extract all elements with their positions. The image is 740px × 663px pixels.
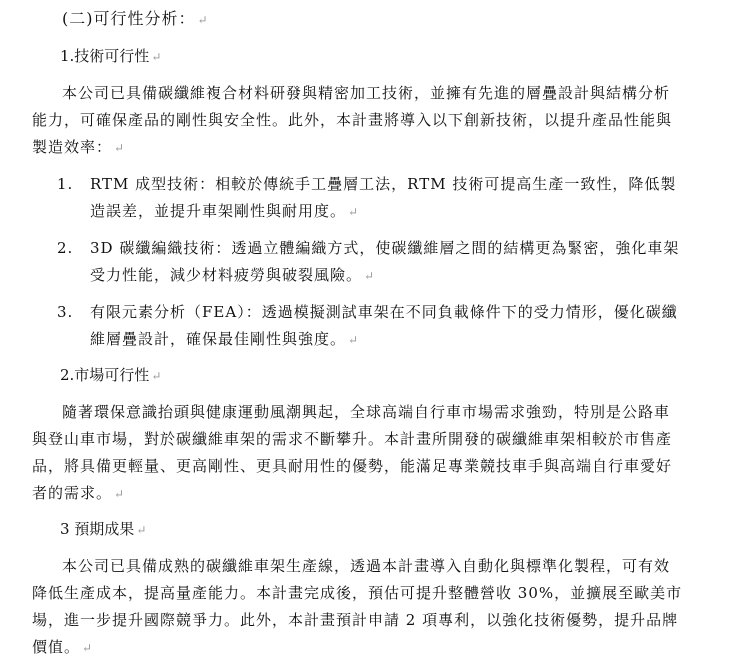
list-item-line: RTM 成型技術：相較於傳統手工疊層工法，RTM 技術可提高生產一致性，降低製	[90, 174, 677, 193]
paragraph-mark-icon: ↵	[151, 49, 162, 64]
paragraph-line: 場，進一步提升國際競爭力。此外，本計畫預計申請 2 項專利，以強化技術優勢，提升品牌	[32, 610, 679, 629]
list-item-line-text: 造誤差，並提升車架剛性與耐用度。	[90, 201, 347, 220]
paragraph-line: 能力，可確保產品的剛性與安全性。此外，本計畫將導入以下創新技術，以提升產品性能與	[32, 110, 673, 129]
paragraph-mark-icon: ↵	[197, 13, 209, 27]
list-item-line-text: 維層疊設計，確保最佳剛性與強度。	[90, 329, 347, 348]
expected-outcome-title: 3 預期成果	[60, 519, 135, 538]
market-paragraph	[32, 399, 708, 507]
paragraph-line-text: 者的需求。	[32, 483, 113, 502]
paragraph-mark-icon: ↵	[82, 640, 94, 655]
paragraph-line: 本公司已具備成熟的碳纖維車架生產線，透過本計畫導入自動化與標準化製程，可有效	[62, 556, 671, 575]
list-item-line-text: 受力性能，減少材料疲勞與破裂風險。	[90, 265, 363, 284]
paragraph-mark-icon: ↵	[151, 368, 162, 383]
paragraph-line: 降低生產成本，提高量產能力。本計畫完成後，預估可提升整體營收 30%，並擴展至歐美市	[32, 583, 683, 602]
list-item-line-last	[90, 198, 708, 225]
market-feasibility-heading	[60, 363, 708, 387]
outcome-paragraph	[32, 553, 708, 661]
paragraph-line-last	[32, 634, 708, 661]
list-item-number: 3.	[57, 302, 74, 321]
list-item	[32, 299, 708, 353]
list-item-line-last	[90, 326, 708, 353]
paragraph-mark-icon: ↵	[348, 204, 360, 219]
paragraph-line: 本公司已具備碳纖維複合材料研發與精密加工技術，並擁有先進的層疊設計與結構分析	[62, 83, 671, 102]
paragraph-mark-icon: ↵	[114, 140, 126, 155]
paragraph-line-last	[32, 480, 708, 507]
section-title	[62, 6, 708, 32]
paragraph-mark-icon: ↵	[136, 522, 147, 537]
tech-intro-paragraph	[32, 80, 708, 161]
list-item-number: 2.	[57, 238, 74, 257]
tech-innovation-list	[32, 171, 708, 353]
paragraph-line-text: 製造效率：	[32, 137, 113, 156]
tech-feasibility-heading	[60, 44, 708, 68]
tech-feasibility-title: 1.技術可行性	[60, 46, 150, 65]
list-item-line: 3D 碳纖編織技術：透過立體編織方式，使碳纖維層之間的結構更為緊密，強化車架	[90, 238, 680, 257]
paragraph-line: 與登山車市場，對於碳纖維車架的需求不斷攀升。本計畫所開發的碳纖維車架相較於市售產	[32, 429, 673, 448]
paragraph-mark-icon: ↵	[348, 332, 360, 347]
section-title-text: (二)可行性分析：	[62, 9, 196, 28]
paragraph-mark-icon: ↵	[364, 268, 376, 283]
paragraph-line: 品，將具備更輕量、更高剛性、更具耐用性的優勢，能滿足專業競技車手與高端自行車愛好	[32, 456, 673, 475]
list-item-body	[90, 235, 708, 289]
expected-outcome-heading	[60, 517, 708, 541]
paragraph-line-text: 價值。	[32, 637, 81, 656]
paragraph-mark-icon: ↵	[114, 486, 126, 501]
list-item-body	[90, 171, 708, 225]
list-item-number: 1.	[57, 174, 74, 193]
list-item-line: 有限元素分析（FEA）：透過模擬測試車架在不同負載條件下的受力情形，優化碳纖	[90, 302, 678, 321]
list-item-line-last	[90, 262, 708, 289]
list-item	[32, 235, 708, 289]
list-item	[32, 171, 708, 225]
market-feasibility-title: 2.市場可行性	[60, 365, 150, 384]
list-item-body	[90, 299, 708, 353]
paragraph-line: 隨著環保意識抬頭與健康運動風潮興起，全球高端自行車市場需求強勁，特別是公路車	[62, 402, 671, 421]
paragraph-line-last	[32, 134, 708, 161]
